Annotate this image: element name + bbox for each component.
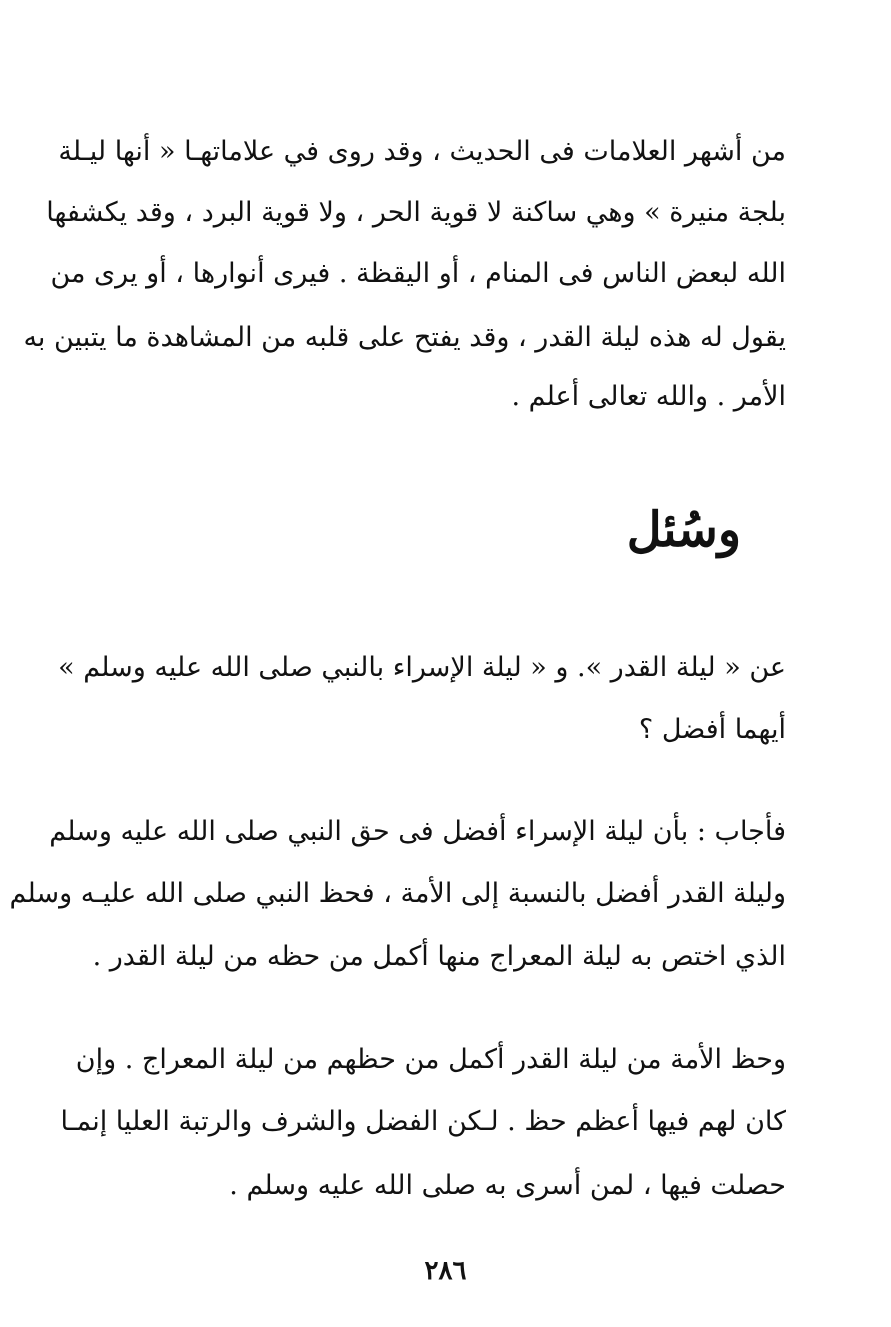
text-line: يقول له هذه ليلة القدر ، وقد يفتح على قلبه من المشاهدة ما يتبين به	[23, 322, 786, 353]
text-line: وحظ الأمة من ليلة القدر أكمل من حظهم من ليلة المعراج . وإن	[75, 1044, 786, 1075]
text-line: من أشهر العلامات فى الحديث ، وقد روى في علاماتهـا « أنها ليـلة	[58, 136, 786, 167]
text-line: بلجة منيرة » وهي ساكنة لا قوية الحر ، ولا قوية البرد ، وقد يكشفها	[46, 197, 786, 228]
text-line: الذي اختص به ليلة المعراج منها أكمل من حظه من ليلة القدر .	[92, 941, 786, 972]
text-line: كان لهم فيها أعظم حظ . لـكن الفضل والشرف والرتبة العليا إنمـا	[60, 1106, 786, 1137]
text-line: فأجاب : بأن ليلة الإسراء أفضل فى حق النبي صلى الله عليه وسلم	[49, 816, 786, 847]
text-line: الأمر . والله تعالى أعلم .	[511, 381, 786, 412]
text-line: حصلت فيها ، لمن أسرى به صلى الله عليه وسلم .	[229, 1170, 786, 1201]
text-line: أيهما أفضل ؟	[638, 714, 786, 745]
page-number: ٢٨٦	[424, 1256, 467, 1286]
text-line: وليلة القدر أفضل بالنسبة إلى الأمة ، فحظ النبي صلى الله عليـه وسلم	[9, 878, 786, 909]
section-heading: وسُئل	[626, 502, 741, 558]
text-line: الله لبعض الناس فى المنام ، أو اليقظة . فيرى أنوارها ، أو يرى من	[50, 258, 786, 289]
text-line: عن « ليلة القدر ». و « ليلة الإسراء بالنبي صلى الله عليه وسلم »	[58, 652, 786, 683]
